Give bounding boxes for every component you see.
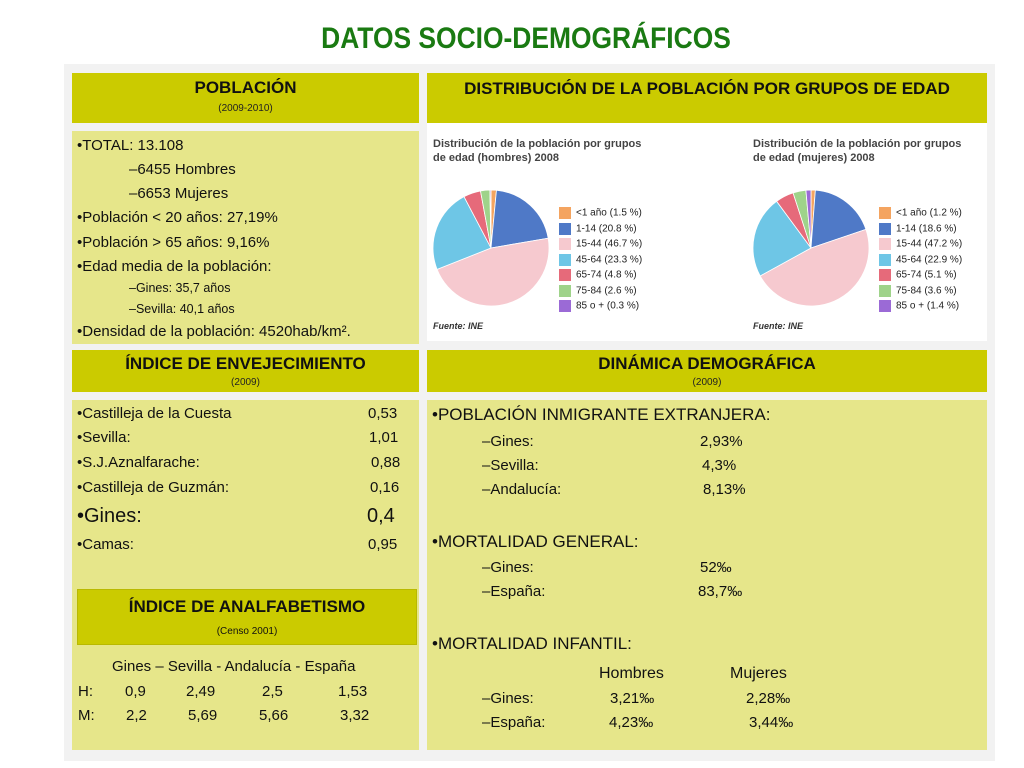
distribucion-title: DISTRIBUCIÓN DE LA POBLACIÓN POR GRUPOS DE EDAD — [464, 79, 950, 98]
poblacion-line: –6455 Hombres — [129, 161, 236, 178]
distribucion-header — [427, 73, 987, 123]
legend-swatch — [559, 254, 571, 266]
legend-swatch — [559, 223, 571, 235]
poblacion-title: POBLACIÓN — [194, 78, 297, 97]
legend-item — [879, 269, 957, 281]
dinamica-panel — [427, 400, 987, 750]
poblacion-header — [72, 73, 419, 123]
legend-label: <1 año (1.2 %) — [896, 207, 962, 219]
legend-label: 45-64 (22.9 %) — [896, 254, 963, 266]
legend-item — [879, 300, 959, 312]
legend-swatch — [559, 285, 571, 297]
analfabetismo-value: 2,5 — [262, 683, 283, 700]
poblacion-line: •Edad media de la población: — [77, 258, 272, 275]
legend-swatch — [879, 254, 891, 266]
legend-swatch — [559, 300, 571, 312]
analfabetismo-value: 0,9 — [125, 683, 146, 700]
analfabetismo-value: 5,69 — [188, 707, 218, 724]
inmigrante-label: –Sevilla: — [482, 457, 539, 474]
legend-label: 85 o + (1.4 %) — [896, 300, 960, 312]
legend-label: 15-44 (46.7 %) — [576, 238, 643, 250]
analfabetismo-value: 2,2 — [126, 707, 147, 724]
envejecimiento-title: ÍNDICE DE ENVEJECIMIENTO — [125, 354, 366, 373]
envejecimiento-value: 0,95 — [368, 536, 398, 553]
inmigrante-title: •POBLACIÓN INMIGRANTE EXTRANJERA: — [432, 405, 771, 424]
analfabetismo-header — [77, 589, 417, 645]
legend-label: 1-14 (20.8 %) — [576, 223, 637, 235]
inmigrante-label: –Gines: — [482, 433, 534, 450]
inmigrante-label: –Andalucía: — [482, 481, 562, 498]
analfabetismo-value: 3,32 — [340, 707, 370, 724]
legend-label: 75-84 (3.6 %) — [896, 285, 957, 297]
legend-item — [879, 223, 957, 235]
source-label: Fuente: INE — [433, 321, 484, 331]
poblacion-line: •Población > 65 años: 9,16% — [77, 234, 270, 251]
legend-label: 65-74 (4.8 %) — [576, 269, 637, 281]
analfabetismo-row-label: M: — [78, 707, 95, 724]
legend-item — [879, 207, 962, 219]
poblacion-line: •Población < 20 años: 27,19% — [77, 209, 278, 226]
legend-swatch — [879, 223, 891, 235]
legend-label: 15-44 (47.2 %) — [896, 238, 963, 250]
chart-title-hombres: Distribución de la población por grupos de edad (hombres) 2008 — [433, 138, 642, 164]
legend-item — [559, 254, 642, 266]
legend-item — [559, 223, 637, 235]
envejecimiento-place: •Sevilla: — [77, 429, 131, 446]
legend-label: 65-74 (5.1 %) — [896, 269, 957, 281]
mortalidad-infantil-m: 2,28‰ — [746, 690, 791, 707]
legend-swatch — [559, 207, 571, 219]
legend-item — [559, 238, 642, 250]
dinamica-title: DINÁMICA DEMOGRÁFICA — [598, 354, 816, 373]
legend-label: 1-14 (18.6 %) — [896, 223, 957, 235]
legend-swatch — [879, 269, 891, 281]
legend-item — [559, 300, 639, 312]
mortalidad-infantil-title: •MORTALIDAD INFANTIL: — [432, 634, 632, 653]
analfabetismo-value: 2,49 — [186, 683, 216, 700]
legend-item — [879, 285, 957, 297]
analfabetismo-columns: Gines – Sevilla - Andalucía - España — [112, 658, 356, 675]
poblacion-panel — [72, 131, 419, 344]
poblacion-line: •Densidad de la población: 4520hab/km². — [77, 323, 351, 340]
envejecimiento-period: (2009) — [231, 377, 260, 388]
envejecimiento-value-highlight: 0,4 — [367, 505, 395, 527]
poblacion-line: –6653 Mujeres — [129, 185, 229, 202]
analfabetismo-period: (Censo 2001) — [216, 626, 278, 637]
envejecimiento-place: •Castilleja de la Cuesta — [77, 405, 232, 422]
envejecimiento-place: •S.J.Aznalfarache: — [77, 454, 200, 471]
envejecimiento-value: 0,88 — [371, 454, 401, 471]
source-label: Fuente: INE — [753, 321, 804, 331]
analfabetismo-title: ÍNDICE DE ANALFABETISMO — [128, 597, 366, 616]
envejecimiento-header — [72, 350, 419, 392]
mortalidad-general-value: 52‰ — [700, 559, 732, 576]
dinamica-period: (2009) — [692, 377, 722, 388]
mortalidad-infantil-h: 3,21‰ — [610, 690, 655, 707]
mortalidad-infantil-label: –España: — [482, 714, 546, 731]
legend-label: 45-64 (23.3 %) — [576, 254, 643, 266]
legend-swatch — [559, 269, 571, 281]
mortalidad-infantil-h: 4,23‰ — [609, 714, 654, 731]
legend-swatch — [879, 207, 891, 219]
envejecimiento-place: •Camas: — [77, 536, 134, 553]
mortalidad-infantil-col-m: Mujeres — [730, 665, 787, 682]
analfabetismo-value: 1,53 — [338, 683, 368, 700]
mortalidad-general-label: –España: — [482, 583, 546, 600]
inmigrante-value: 8,13% — [703, 481, 746, 498]
legend-item — [559, 269, 637, 281]
inmigrante-value: 2,93% — [700, 433, 743, 450]
poblacion-line: •TOTAL: 13.108 — [77, 137, 184, 154]
mortalidad-infantil-col-h: Hombres — [599, 665, 664, 682]
envejecimiento-place-highlight: •Gines: — [77, 505, 142, 527]
dinamica-header — [427, 350, 987, 392]
inmigrante-value: 4,3% — [702, 457, 737, 474]
envejecimiento-value: 0,16 — [370, 479, 400, 496]
mortalidad-general-value: 83,7‰ — [698, 583, 743, 600]
legend-label: <1 año (1.5 %) — [576, 207, 642, 219]
legend-item — [559, 207, 642, 219]
poblacion-line: –Sevilla: 40,1 años — [129, 302, 235, 316]
pie-charts-panel — [427, 123, 987, 341]
legend-swatch — [879, 238, 891, 250]
page-title: DATOS SOCIO-DEMOGRÁFICOS — [321, 22, 731, 55]
poblacion-period: (2009-2010) — [218, 103, 273, 114]
envejecimiento-value: 1,01 — [369, 429, 399, 446]
mortalidad-infantil-m: 3,44‰ — [749, 714, 794, 731]
legend-item — [879, 254, 962, 266]
legend-label: 75-84 (2.6 %) — [576, 285, 637, 297]
chart-title-mujeres: Distribución de la población por grupos de edad (mujeres) 2008 — [753, 138, 962, 164]
mortalidad-general-label: –Gines: — [482, 559, 534, 576]
legend-swatch — [879, 300, 891, 312]
legend-swatch — [559, 238, 571, 250]
mortalidad-general-title: •MORTALIDAD GENERAL: — [432, 532, 639, 551]
mortalidad-infantil-label: –Gines: — [482, 690, 534, 707]
envejecimiento-place: •Castilleja de Guzmán: — [77, 479, 229, 496]
envejecimiento-value: 0,53 — [368, 405, 398, 422]
legend-swatch — [879, 285, 891, 297]
legend-label: 85 o + (0.3 %) — [576, 300, 640, 312]
legend-item — [879, 238, 962, 250]
legend-item — [559, 285, 637, 297]
analfabetismo-row-label: H: — [78, 683, 93, 700]
envejecimiento-panel — [72, 400, 419, 750]
analfabetismo-value: 5,66 — [259, 707, 289, 724]
poblacion-line: –Gines: 35,7 años — [129, 281, 231, 295]
